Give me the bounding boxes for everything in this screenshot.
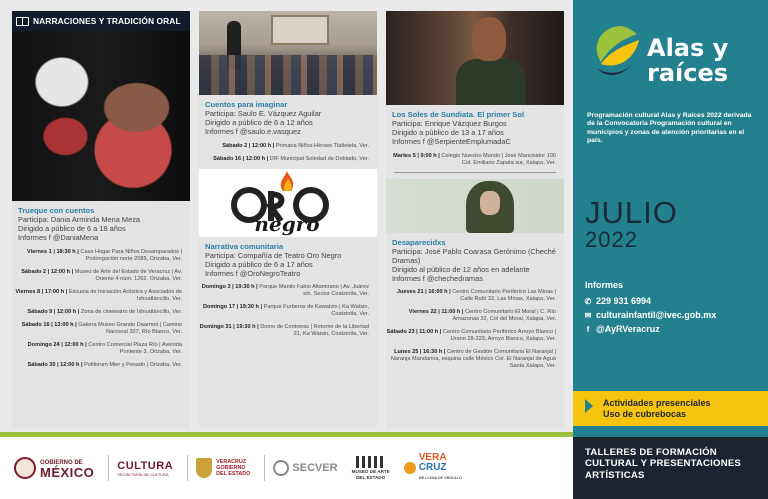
email-icon: ✉ bbox=[584, 310, 592, 320]
events-list bbox=[386, 289, 564, 370]
event-location: Centro Comunitario Periférico Las Minas | Calle Rubí 32, Las Minas, Xalapa, Ver. bbox=[452, 289, 556, 303]
event-item bbox=[199, 304, 377, 318]
event-title: Narrativa comunitaria bbox=[205, 241, 284, 251]
year-label: 2022 bbox=[585, 227, 638, 252]
informes-link[interactable]: Informes f @saulo.e.vasquez bbox=[205, 127, 301, 137]
events-list bbox=[199, 284, 377, 338]
museo-label-2: DEL ESTADO bbox=[356, 474, 386, 480]
event-location: Escuela de Iniciación Artística y Asociados de Ixhuatláncillo, Ver. bbox=[68, 288, 182, 302]
events-list bbox=[386, 153, 564, 167]
event-date: Sábado 16 | 13:00 h | bbox=[21, 321, 77, 328]
veracruz-shield-icon bbox=[196, 458, 212, 478]
email-address: culturainfantil@ivec.gob.mx bbox=[596, 310, 717, 320]
social-contact[interactable] bbox=[583, 324, 660, 334]
audience: Dirigido a público de 13 a 17 años bbox=[392, 128, 504, 138]
events-list bbox=[199, 143, 377, 163]
book-icon bbox=[16, 16, 29, 26]
event-date: Viernes 22 | 11:00 h | bbox=[408, 309, 464, 316]
veracruz-label: VERACRUZ bbox=[216, 459, 247, 465]
audience: Dirigido a público de 6 a 18 años bbox=[18, 224, 126, 234]
event-date: Viernes 8 | 17:00 h | bbox=[15, 288, 68, 295]
notice-text bbox=[603, 398, 711, 420]
notice-box bbox=[573, 391, 768, 426]
informes-link[interactable]: Informes f @SerpienteEmplumadaC bbox=[392, 137, 511, 147]
informes-heading: Informes bbox=[585, 280, 624, 290]
month-label: JULIO bbox=[585, 195, 678, 230]
photo-hooded-performer bbox=[386, 179, 564, 233]
brand-line-2: raíces bbox=[647, 59, 729, 87]
museo-logo bbox=[352, 456, 390, 481]
event-date: Sábado 30 | 12:00 h | bbox=[27, 361, 83, 368]
event-item bbox=[199, 143, 377, 150]
facebook-icon: f bbox=[586, 324, 590, 334]
gob-large: MÉXICO bbox=[40, 465, 95, 480]
event-date: Martes 5 | 9:00 h | bbox=[393, 152, 440, 159]
event-item bbox=[386, 309, 564, 323]
cultura-label: CULTURA bbox=[117, 459, 174, 472]
informes-link[interactable]: Informes f @DaniaMena bbox=[18, 233, 99, 243]
arrow-icon bbox=[585, 399, 593, 413]
leaf-logo-icon bbox=[589, 18, 649, 94]
event-location: Parque Furberos de Kawatzin | Ka Watsin, Coatzintla, Ver. bbox=[263, 304, 369, 318]
gobierno-mexico-logo bbox=[14, 457, 94, 479]
event-item bbox=[12, 322, 190, 336]
participant: Participa: Saulo E. Vázquez Aguilar bbox=[205, 109, 322, 118]
event-item bbox=[199, 284, 377, 298]
section-header-label: NARRACIONES Y TRADICIÓN ORAL bbox=[33, 16, 181, 26]
right-panel bbox=[573, 0, 768, 432]
event-location: Centro Comercial Plaza Río | Avenida Poniente 3, Orizaba, Ver. bbox=[88, 341, 182, 355]
divider bbox=[264, 455, 265, 481]
brand-name bbox=[647, 36, 728, 86]
event-date: Sábado 2 | 12:00 h | bbox=[222, 142, 275, 149]
museo-label-1: MUSEO DE ARTE bbox=[351, 468, 390, 474]
photo-puppeteer bbox=[12, 31, 190, 201]
sun-icon bbox=[404, 462, 416, 474]
event-item bbox=[12, 362, 190, 369]
svg-text:negro: negro bbox=[254, 211, 320, 236]
veracruz-orgullo-logo bbox=[404, 453, 462, 483]
audience: Dirigido a público de 6 a 12 años bbox=[205, 118, 313, 128]
phone-icon: ✆ bbox=[584, 296, 592, 306]
audience: Dirigido al público de 12 años en adelante bbox=[392, 265, 530, 275]
phone-number: 229 931 6994 bbox=[596, 296, 652, 306]
divider bbox=[394, 172, 556, 173]
event-location: Poliforum Mier y Pesado | Orizaba, Ver. bbox=[84, 361, 182, 368]
vc-part-1: VERA bbox=[418, 452, 447, 463]
children-audience bbox=[199, 55, 377, 95]
veracruz-sub1: GOBIERNO bbox=[216, 465, 246, 471]
oro-negro-logo-icon bbox=[199, 169, 377, 237]
event-item bbox=[12, 249, 190, 263]
event-location: Zona de cineteatro de Ixhuatláncillo, Ver. bbox=[80, 308, 182, 315]
event-location: Colegio Nuestro Mundo | José Mancisidor 100 Col. Emiliano Zapata sur, Xalapa, Ver. bbox=[441, 152, 556, 166]
event-item bbox=[12, 309, 190, 316]
footer-logos bbox=[0, 437, 573, 499]
event-date: Domingo 24 | 12:00 h | bbox=[27, 341, 87, 348]
footer-tagline: TALLERES DE FORMACIÓN CULTURAL Y PRESENTACIONES ARTÍSTICAS bbox=[573, 437, 768, 499]
photo-storyteller bbox=[199, 11, 377, 95]
event-item bbox=[386, 153, 564, 167]
vc-sub: ME LLENA DE ORGULLO bbox=[418, 476, 462, 480]
event-item bbox=[386, 289, 564, 303]
gob-small: GOBIERNO DE bbox=[40, 460, 83, 466]
event-title: Los Soles de Sundiata. El primer Sol bbox=[392, 110, 525, 119]
event-date: Viernes 1 | 18:30 h | bbox=[27, 248, 79, 255]
event-location: Parque Manilo Fabio Altamirano | Av. Juárez s/n. Sector Coatzintla, Ver. bbox=[259, 284, 369, 298]
event-title: Cuentos para imaginar bbox=[205, 100, 288, 109]
event-item bbox=[12, 269, 190, 283]
event-location: Casa Hogar Para Niños Desamparados | Prolongación norte 2085, Orizaba, Ver. bbox=[80, 248, 182, 262]
event-location: Centro Comunitario Periférico Arroyo Blanco | Urano 28-223, Arroyo Blanco, Xalapa, Ver. bbox=[442, 329, 556, 343]
event-date: Lunes 25 | 16:30 h | bbox=[394, 349, 446, 356]
oro-negro-logo bbox=[199, 169, 377, 237]
event-item bbox=[199, 156, 377, 163]
divider bbox=[187, 455, 188, 481]
event-date: Sábado 16 | 12:00 h | bbox=[213, 155, 269, 162]
event-date: Sábado 23 | 11:00 h | bbox=[386, 329, 442, 336]
event-location: Centro Comunitario El Moral | C. Río Amazonas 32, Col del Moral, Xalapa, Ver. bbox=[452, 309, 556, 323]
event-item bbox=[12, 289, 190, 303]
event-title: Trueque con cuentos bbox=[18, 206, 95, 215]
hooded-face bbox=[480, 191, 500, 215]
event-item bbox=[386, 349, 564, 370]
event-location: Primaria Niños Héroes Tlaltetela, Ver. bbox=[275, 142, 369, 149]
event-title: Desaparecidxs bbox=[392, 237, 446, 247]
events-list bbox=[12, 249, 190, 369]
event-location: Museo de Arte del Estado de Veracruz | Av. Oriente 4 núm. 1262. Orizaba, Ver. bbox=[74, 268, 182, 282]
secver-logo bbox=[273, 460, 337, 476]
performer-body bbox=[456, 59, 526, 105]
brand-line-1: Alas y bbox=[647, 34, 729, 62]
event-date: Domingo 31 | 19:30 h | bbox=[199, 324, 259, 331]
event-date: Jueves 21 | 16:00 h | bbox=[396, 289, 451, 296]
vc-part-2: CRUZ bbox=[418, 462, 447, 473]
divider bbox=[108, 455, 109, 481]
blackboard bbox=[271, 15, 329, 45]
performer-face bbox=[472, 17, 506, 61]
participant: Participa: Dania Arminda Mena Meza bbox=[18, 215, 141, 224]
notice-line-2: Uso de cubrebocas bbox=[603, 409, 687, 419]
event-date: Domingo 3 | 19:30 h | bbox=[201, 284, 258, 291]
alas-y-raices-logo bbox=[593, 16, 753, 100]
event-item bbox=[12, 342, 190, 356]
phone-contact[interactable] bbox=[583, 296, 651, 306]
national-seal-icon bbox=[14, 457, 36, 479]
column-trueque bbox=[12, 11, 190, 428]
event-date: Domingo 17 | 19:30 h | bbox=[202, 304, 263, 311]
cultura-logo bbox=[117, 460, 173, 477]
column-soles bbox=[386, 11, 564, 428]
museo-columns-icon bbox=[356, 456, 386, 468]
secver-label: SECVER bbox=[292, 462, 338, 474]
event-item bbox=[386, 329, 564, 343]
veracruz-sub2: DEL ESTADO bbox=[216, 471, 251, 477]
event-location: Centro de Gestión Comunitaria El Naranjal | Naranja Mandarina, esquina calle México Col. El Naranjal de Agua Santa Xalapa, Ver. bbox=[390, 349, 556, 370]
event-date: Sábado 9 | 12:00 h | bbox=[27, 308, 80, 315]
event-item bbox=[199, 324, 377, 338]
social-handle: @AyRVeracruz bbox=[596, 324, 660, 334]
photo-performer bbox=[386, 11, 564, 105]
participant: Participa: Compañía de Teatro Oro Negro bbox=[205, 250, 342, 260]
audience: Dirigido a público de 6 a 17 años bbox=[205, 259, 313, 269]
veracruz-logo bbox=[196, 458, 250, 478]
notice-line-1: Actividades presenciales bbox=[603, 398, 711, 408]
column-cuentos bbox=[199, 11, 377, 428]
secver-mark-icon bbox=[273, 460, 289, 476]
section-header bbox=[12, 11, 190, 31]
event-location: DIF Municipal Soledad de Doblado, Ver. bbox=[269, 155, 369, 162]
event-date: Sábado 2 | 12:00 h | bbox=[21, 268, 74, 275]
event-location: Domo de Contreras | Retorno de la Libertad 21, Ka Watsin, Coatzintla, Ver. bbox=[260, 324, 369, 338]
participant: Participa: Enrique Vázquez Burgos bbox=[392, 119, 507, 128]
informes-link[interactable]: Informes f @OroNegroTeatro bbox=[205, 269, 301, 279]
email-contact[interactable] bbox=[583, 310, 716, 320]
program-description: Programación cultural Alas y Raíces 2022 derivada de la Convocatoria Programación cultural en municipios y zonas de atención prioritarias en el país. bbox=[587, 112, 752, 145]
event-location: Galería Museo Grande Daarmot | Camino Nacional 327, Río Blanco, Ver. bbox=[78, 321, 182, 335]
informes-link[interactable]: Informes f @chechedramas bbox=[392, 274, 483, 284]
cultura-sub: SECRETARÍA DE CULTURA bbox=[117, 471, 169, 477]
participant: Participa: José Pablo Coarasa Gerónimo (Cheché Dramas) bbox=[392, 246, 556, 265]
